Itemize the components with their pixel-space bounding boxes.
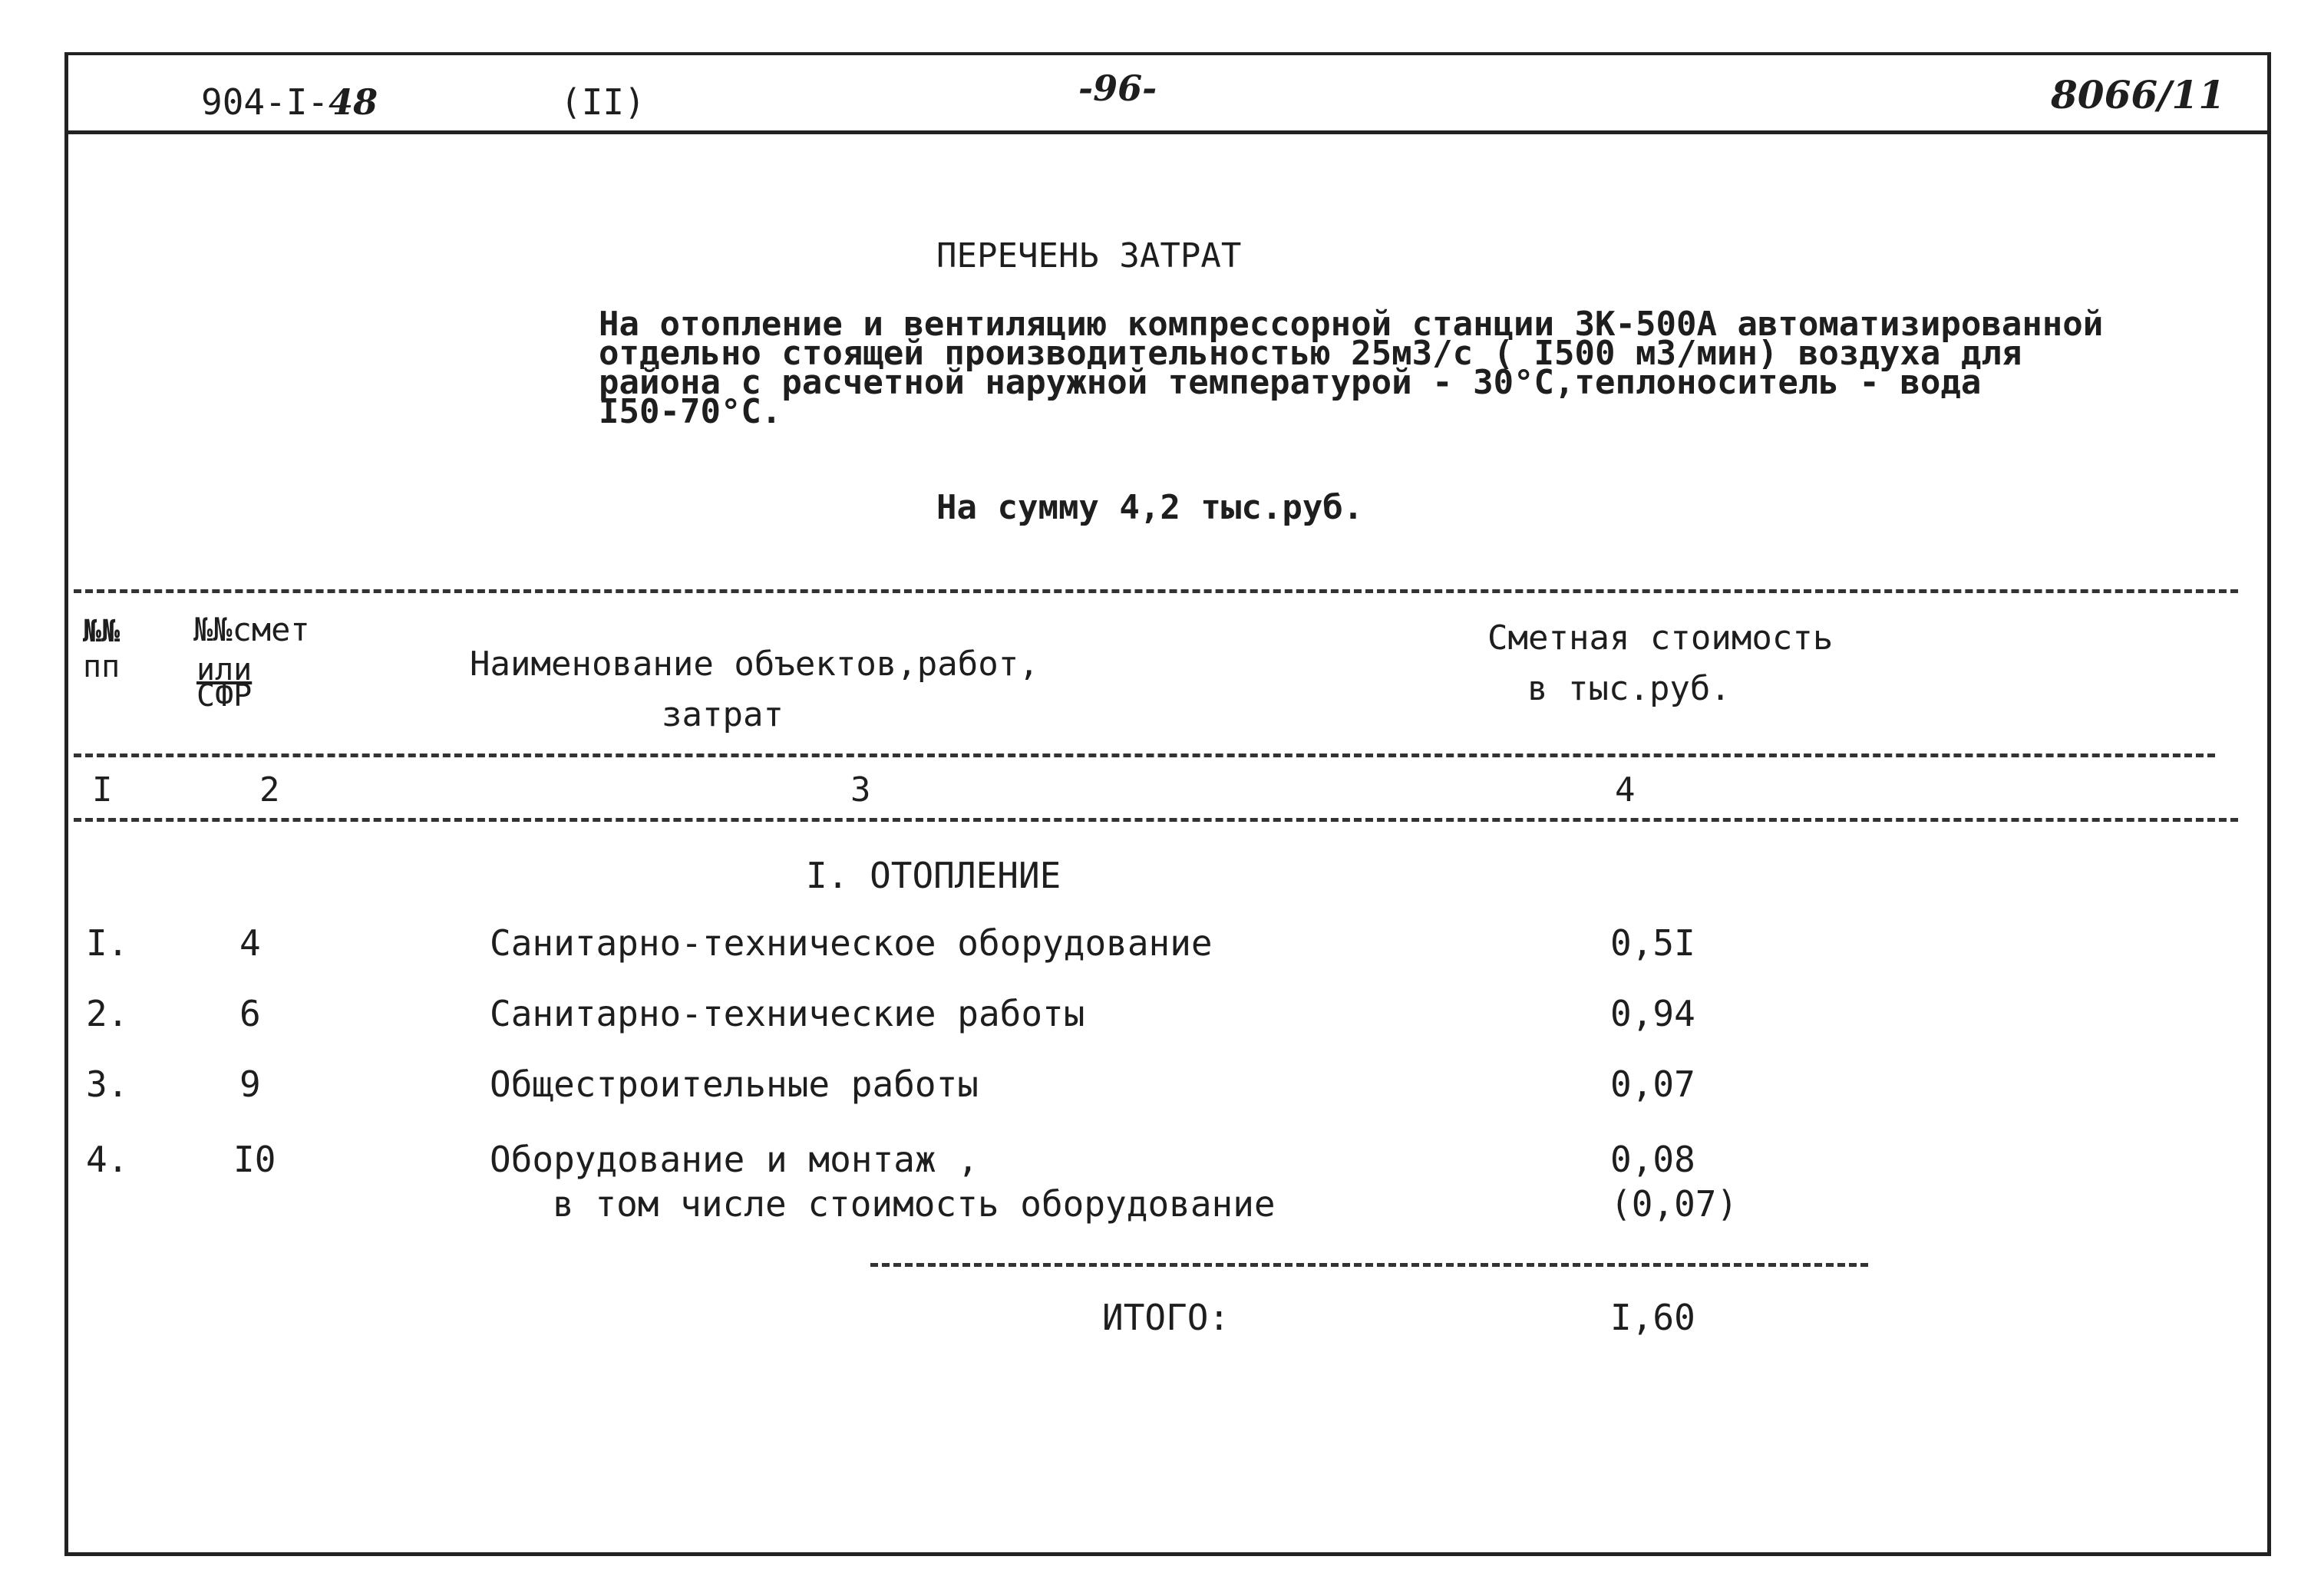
header-col4-a: Сметная стоимость: [1487, 618, 1834, 658]
row-name: Санитарно-технические работы: [490, 993, 1085, 1034]
header-col1-a: №№: [83, 614, 121, 649]
header-col3-a: Наименование объектов,работ,: [470, 645, 1039, 684]
sub-row-name: в том числе стоимость оборудование: [553, 1183, 1276, 1225]
row-cost: 0,5I: [1610, 922, 1695, 964]
row-cost: 0,94: [1610, 993, 1695, 1034]
page-number: -96-: [1078, 68, 1157, 109]
total-label: ИТОГО:: [1102, 1297, 1230, 1338]
row-estimate-ref: 9: [239, 1063, 261, 1105]
sub-row-cost: (0,07): [1610, 1183, 1738, 1225]
row-name: Оборудование и монтаж ,: [490, 1139, 979, 1180]
row-cost: 0,08: [1610, 1139, 1695, 1180]
header-divider: [64, 130, 2271, 134]
description-line-2: отдельно стоящей производительностью 25м3/с ( I500 м3/мин) воздуха для: [599, 334, 2022, 373]
row-name: Санитарно-техническое оборудование: [490, 922, 1213, 964]
row-number: I.: [86, 922, 129, 964]
document-title: ПЕРЕЧЕНЬ ЗАТРАТ: [936, 236, 1242, 275]
description-line-1: На отопление и вентиляцию компрессорной станции ЗК-500А автоматизированной: [599, 305, 2104, 344]
header-col1-b: пп: [83, 649, 121, 684]
description-line-4: I50-70°С.: [599, 392, 782, 431]
row-estimate-ref: 6: [239, 993, 261, 1034]
header-bottom-rule: [74, 753, 2215, 757]
column-numbers-bottom-rule: [74, 818, 2238, 822]
header-col2-b: или: [196, 652, 253, 688]
frame-top-border: [64, 52, 2271, 55]
header-col3-b: затрат: [662, 695, 784, 734]
total-sum: На сумму 4,2 тыс.руб.: [936, 488, 1364, 527]
row-number: 2.: [86, 993, 129, 1034]
section-title: I. ОТОПЛЕНИЕ: [806, 855, 1061, 896]
doc-code: [201, 81, 378, 123]
column-number-1: I: [92, 770, 113, 810]
column-number-3: 3: [850, 770, 871, 810]
row-number: 3.: [86, 1063, 129, 1105]
row-name: Общестроительные работы: [490, 1063, 979, 1105]
header-col4-b: в тыс.руб.: [1527, 669, 1731, 708]
part-number: (II): [560, 81, 645, 123]
row-cost: 0,07: [1610, 1063, 1695, 1105]
row-estimate-ref: 4: [239, 922, 261, 964]
total-value: I,60: [1610, 1297, 1695, 1338]
doc-code-handwritten: 48: [328, 81, 378, 123]
table-top-rule: [74, 589, 2238, 593]
inventory-number: 8066/11: [2051, 72, 2226, 117]
subtotal-rule: [870, 1263, 1868, 1267]
header-col2-c: СФР: [196, 678, 253, 714]
column-number-4: 4: [1615, 770, 1636, 810]
doc-code-prefix: 904-I-: [201, 81, 329, 123]
column-number-2: 2: [259, 770, 280, 810]
description-line-3: района с расчетной наружной температурой - 30°С,теплоноситель - вода: [599, 363, 1982, 402]
row-estimate-ref: I0: [233, 1139, 276, 1180]
row-number: 4.: [86, 1139, 129, 1180]
header-col2-a: №№смет: [193, 611, 310, 648]
